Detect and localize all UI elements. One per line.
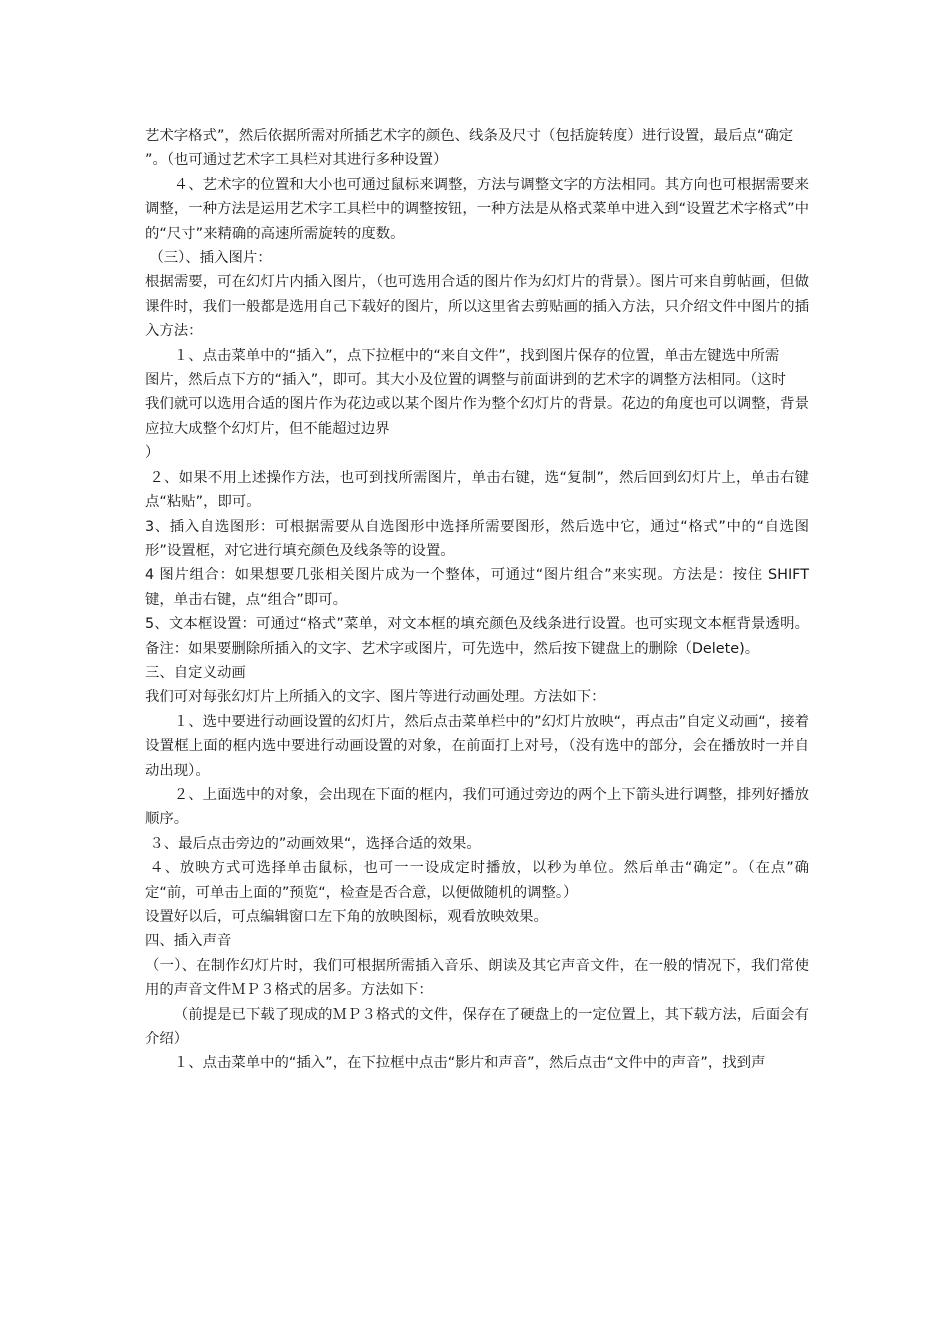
paragraph-8: 我们就可以选用合适的图片作为花边或以某个图片作为整个幻灯片的背景。花边的角度也可以调整，背景应拉大成整个幻灯片，但不能超过边界 [145,396,809,437]
paragraph-7: 图片，然后点下方的“插入”，即可。其大小及位置的调整与前面讲到的艺术字的调整方法相同。（这时 [145,372,786,389]
paragraph-13: 5、文本框设置：可通过“格式”菜单，对文本框的填充颜色及线条进行设置。也可实现文本框背景透明。备注：如果要删除所插入的文字、艺术字或图片，可先选中，然后按下键盘上的删除（Delete)。 [145,616,809,657]
paragraph-10: ２、如果不用上述操作方法，也可到找所需图片，单击右键，选“复制”，然后回到幻灯片上，单击右键 点“粘贴”，即可。 [145,469,809,511]
paragraph-22: （一）、在制作幻灯片时，我们可根据所需插入音乐、朗读及其它声音文件，在一般的情况下，我们常使用的声音文件ＭＰ３格式的居多。方法如下： [145,957,809,999]
paragraph-9: ） [145,445,160,462]
paragraph-5: 根据需要，可在幻灯片内插入图片，（也可选用合适的图片作为幻灯片的背景）。图片可来自剪帖画，但做课件时，我们一般都是选用自己下载好的图片，所以这里省去剪贴画的插入方法，只介绍文件中图片的插入方法： [145,274,809,340]
paragraph-6: １、点击菜单中的“插入”，点下拉框中的“来自文件”，找到图片保存的位置，单击左键选中所需 [173,347,780,364]
paragraph-11: 3、插入自选图形：可根据需要从自选图形中选择所需要图形，然后选中它，通过“格式”中的“自选图形”设置框，对它进行填充颜色及线条等的设置。 [145,518,809,559]
document-body [145,124,809,1076]
paragraph-15: 我们可对每张幻灯片上所插入的文字、图片等进行动画处理。方法如下： [145,689,606,706]
paragraph-16: １、选中要进行动画设置的幻灯片，然后点击菜单栏中的”幻灯片放映“，再点击”自定义动画“，接着设置框上面的框内选中要进行动画设置的对象，在前面打上对号，（没有选中的部分，会在播放时一并自动出现）。 [145,713,809,779]
section-heading-insert-picture: （三）、插入图片： [149,250,272,267]
paragraph-20: 设置好以后，可点编辑窗口左下角的放映图标，观看放映效果。 [145,909,548,925]
paragraph-24: １、点击菜单中的“插入”，在下拉框中点击“影片和声音”，然后点击“文件中的声音”，找到声 [173,1055,766,1072]
section-heading-insert-sound: 四、插入声音 [145,933,232,950]
paragraph-12: 4 图片组合：如果想要几张相关图片成为一个整体，可通过“图片组合”来实现。方法是：按住 SHIFT 键，单击右键，点“组合”即可。 [145,567,809,608]
paragraph-1: 艺术字格式”，然后依据所需对所插艺术字的颜色、线条及尺寸（包括旋转度）进行设置，最后点“确定 [145,128,794,144]
paragraph-3: ４、艺术字的位置和大小也可通过鼠标来调整，方法与调整文字的方法相同。其方向也可根据需要来调整，一种方法是运用艺术字工具栏中的调整按钮，一种方法是从格式菜单中进入到“设置艺术字格式”中的“尺寸”来精确的高速所需旋转的度数。 [145,176,809,242]
paragraph-2: ”。（也可通过艺术字工具栏对其进行多种设置） [145,152,448,169]
paragraph-23: （前提是已下载了现成的ＭＰ３格式的文件，保存在了硬盘上的一定位置上，其下载方法，后面会有介绍） [145,1006,809,1048]
section-heading-custom-animation: 三、自定义动画 [145,664,246,681]
paragraph-18: ３、最后点击旁边的”动画效果“，选择合适的效果。 [149,835,481,852]
paragraph-19: ４、放映方式可选择单击鼠标，也可一一设成定时播放，以秒为单位。然后单击“确定”。（在点”确定“前，可单击上面的”预览“，检查是否合意，以便做随机的调整。） [145,860,809,901]
paragraph-17: ２、上面选中的对象，会出现在下面的框内，我们可通过旁边的两个上下箭头进行调整，排列好播放顺序。 [145,786,809,828]
